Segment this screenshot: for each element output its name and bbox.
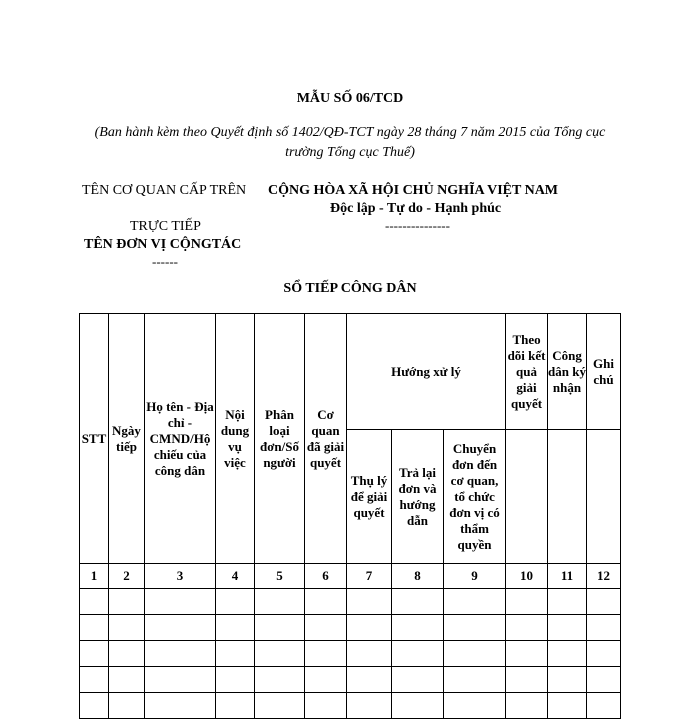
- table-cell: [145, 641, 216, 667]
- column-number: 6: [305, 564, 347, 589]
- table-cell: [216, 693, 255, 719]
- table-cell: [145, 589, 216, 615]
- col-header-classify: Phân loại đơn/Số người: [255, 314, 305, 564]
- table-cell: [80, 589, 109, 615]
- table-cell: [506, 641, 548, 667]
- col-header-sign: Công dân ký nhận: [548, 314, 587, 430]
- table-cell: [80, 641, 109, 667]
- table-cell: [347, 615, 392, 641]
- col-header-stt: STT: [80, 314, 109, 564]
- table-cell: [216, 641, 255, 667]
- column-number: 8: [392, 564, 444, 589]
- unit-divider: ------: [152, 254, 178, 269]
- table-cell: [305, 589, 347, 615]
- table-cell: [392, 641, 444, 667]
- unit-name: TÊN ĐƠN VỊ CỘNGTÁC: [84, 237, 242, 252]
- table-cell: [548, 667, 587, 693]
- table-cell: [587, 615, 621, 641]
- parent-agency-name: TÊN CƠ QUAN CẤP TRÊN: [82, 183, 247, 198]
- column-number: 3: [145, 564, 216, 589]
- form-code: MẪU SỐ 06/TCD: [296, 91, 404, 106]
- column-number: 4: [216, 564, 255, 589]
- table-cell: [145, 667, 216, 693]
- table-cell: [506, 615, 548, 641]
- col-header-handling: Hướng xử lý: [347, 314, 506, 430]
- table-row: [80, 693, 621, 719]
- col-header-date: Ngày tiếp: [109, 314, 145, 564]
- column-number: 11: [548, 564, 587, 589]
- col-header-return: Trả lại đơn và hướng dẫn: [392, 430, 444, 564]
- col-header-accept: Thụ lý để giải quyết: [347, 430, 392, 564]
- table-cell: [305, 615, 347, 641]
- column-number-row: [80, 564, 621, 589]
- col-header-note: Ghi chú: [587, 314, 621, 430]
- table-cell: [444, 667, 506, 693]
- citizen-reception-table: [79, 313, 621, 719]
- table-cell: [392, 693, 444, 719]
- table-cell: [587, 641, 621, 667]
- column-number: 2: [109, 564, 145, 589]
- col-header-content: Nội dung vụ việc: [216, 314, 255, 564]
- decree-reference: (Ban hành kèm theo Quyết định số 1402/QĐ-TCT ngày 28 tháng 7 năm 2015 của Tổng cục trường Tổng cục Thuế): [94, 125, 606, 160]
- table-cell: [80, 667, 109, 693]
- table-cell: [109, 667, 145, 693]
- col-header-transfer: Chuyển đơn đến cơ quan, tổ chức đơn vị có thẩm quyền: [444, 430, 506, 564]
- table-cell: [109, 589, 145, 615]
- col-header-follow: Theo dõi kết quả giải quyết: [506, 314, 548, 430]
- column-number: 7: [347, 564, 392, 589]
- table-cell: [506, 693, 548, 719]
- col-header-agency: Cơ quan đã giải quyết: [305, 314, 347, 564]
- table-cell: [392, 589, 444, 615]
- table-cell: [347, 641, 392, 667]
- table-cell: [587, 589, 621, 615]
- table-cell: [145, 693, 216, 719]
- national-title: CỘNG HÒA XÃ HỘI CHỦ NGHĨA VIỆT NAM: [268, 183, 559, 198]
- table-cell: [587, 667, 621, 693]
- col-header-sign-blank: [548, 430, 587, 564]
- national-motto: Độc lập - Tự do - Hạnh phúc: [330, 201, 502, 216]
- table-cell: [305, 641, 347, 667]
- table-cell: [444, 615, 506, 641]
- table-cell: [216, 589, 255, 615]
- table-cell: [109, 615, 145, 641]
- table-cell: [109, 693, 145, 719]
- table-cell: [347, 589, 392, 615]
- table-cell: [80, 693, 109, 719]
- table-row: [80, 615, 621, 641]
- table-cell: [255, 589, 305, 615]
- col-header-follow-blank: [506, 430, 548, 564]
- table-row: [80, 667, 621, 693]
- table-cell: [255, 615, 305, 641]
- col-header-citizen: Họ tên - Địa chỉ - CMND/Hộ chiếu của công dân: [145, 314, 216, 564]
- table-cell: [305, 693, 347, 719]
- register-title: SỔ TIẾP CÔNG DÂN: [283, 281, 417, 296]
- table-cell: [548, 589, 587, 615]
- table-cell: [506, 589, 548, 615]
- table-cell: [255, 641, 305, 667]
- table-cell: [444, 693, 506, 719]
- table-cell: [347, 693, 392, 719]
- table-cell: [216, 667, 255, 693]
- table-cell: [506, 667, 548, 693]
- table-cell: [347, 667, 392, 693]
- table-cell: [392, 667, 444, 693]
- table-cell: [587, 693, 621, 719]
- table-cell: [305, 667, 347, 693]
- column-number: 10: [506, 564, 548, 589]
- table-cell: [548, 641, 587, 667]
- table-cell: [145, 615, 216, 641]
- col-header-note-blank: [587, 430, 621, 564]
- column-number: 9: [444, 564, 506, 589]
- parent-agency-name-cont: TRỰC TIẾP: [130, 219, 201, 234]
- table-row: [80, 589, 621, 615]
- table-cell: [255, 693, 305, 719]
- column-number: 1: [80, 564, 109, 589]
- table-cell: [444, 589, 506, 615]
- table-cell: [255, 667, 305, 693]
- column-number: 12: [587, 564, 621, 589]
- table-cell: [80, 615, 109, 641]
- table-cell: [444, 641, 506, 667]
- table-cell: [392, 615, 444, 641]
- motto-divider: ---------------: [385, 218, 450, 233]
- table-cell: [548, 615, 587, 641]
- table-row: [80, 641, 621, 667]
- column-number: 5: [255, 564, 305, 589]
- table-cell: [109, 641, 145, 667]
- table-cell: [216, 615, 255, 641]
- table-cell: [548, 693, 587, 719]
